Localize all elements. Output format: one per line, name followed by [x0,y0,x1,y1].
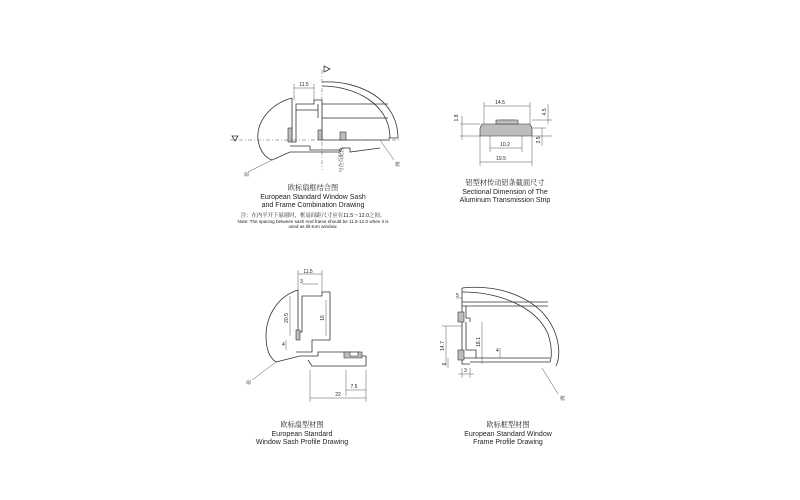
combination-caption-en-1: European Standard Window Sash [260,194,366,201]
strip-caption-cn: 铝型材传动铝条截面尺寸 [465,178,545,187]
sash-dim-top2: 3 [300,279,303,285]
frame-label: 框 [560,396,566,402]
frame-dim-small: 4 [496,348,499,354]
combination-note-en-1: Note: The spacing between sash And frame should be 11.5-12.0 when it is [237,219,389,224]
strip-caption-en-1: Sectional Dimension of The [462,189,548,196]
sash-dim-bottom: 22 [335,392,341,398]
combination-label-frame: 框 [395,162,401,168]
combination-note-en-2: used as tilt-turn window. [288,224,338,229]
strip-dim-top: 14.5 [495,100,505,106]
combination-label-sash: 扇 [244,172,250,178]
strip-drawing [454,100,552,204]
frame-caption-cn: 欧标框型材图 [486,420,530,429]
sash-dim-v1: 20.5 [284,313,290,323]
sash-caption-en-2: Window Sash Profile Drawing [255,439,349,446]
sash-profile-arc [266,290,298,362]
combination-vertical-label: 与合页配合 [339,147,345,173]
level-marker-icon [232,136,238,141]
frame-profile-arc-inner [462,292,551,362]
frame-dim-v2: 18.1 [476,337,482,347]
strip-dim-right-top: 4.5 [542,108,548,116]
sash-arc [258,98,292,160]
sash-dim-top: 11.5 [303,269,313,275]
sash-caption-cn: 欧标扇型材图 [280,420,324,429]
sash-dim-right: 7.5 [350,384,358,390]
combination-dim-top: 11.5 [299,82,309,88]
sash-profile-drawing [246,269,366,446]
sash-caption-en-1: European Standard [271,431,333,438]
strip-dim-left: 1.8 [454,114,460,122]
strip-body [480,124,532,136]
frame-profile-drawing [440,287,565,446]
sash-dim-v2: 16 [320,315,326,321]
frame-outer-arc [322,82,398,138]
strip-dim-right-bottom: 2.5 [536,136,542,144]
combination-caption-en-2: and Frame Combination Drawing [261,202,365,209]
level-marker-icon-top [324,66,330,72]
frame-caption-en-2: Frame Profile Drawing [473,439,543,446]
frame-dim-left-small: 6 [442,362,448,366]
frame-dim-bottom: 3 [464,368,467,374]
frame-dim-v1: 14.7 [440,341,446,351]
frame-inner-arc [322,86,390,138]
frame-caption-en-1: European Standard Window [464,431,552,438]
combination-drawing [230,66,400,229]
strip-dim-bottom: 19.5 [496,156,506,162]
frame-dim-top: 5 [456,293,459,299]
sash-dim-small: 4 [282,342,285,348]
sash-label: 扇 [246,380,252,386]
combination-caption-cn: 欧标扇框结合图 [287,183,339,192]
strip-caption-en-2: Aluminum Transmission Strip [459,197,551,204]
strip-dim-mid: 10.2 [500,142,510,148]
combination-note-cn: 注：在内平开下悬窗时，框扇间距尺寸应在11.5～12.0之间。 [240,213,386,219]
